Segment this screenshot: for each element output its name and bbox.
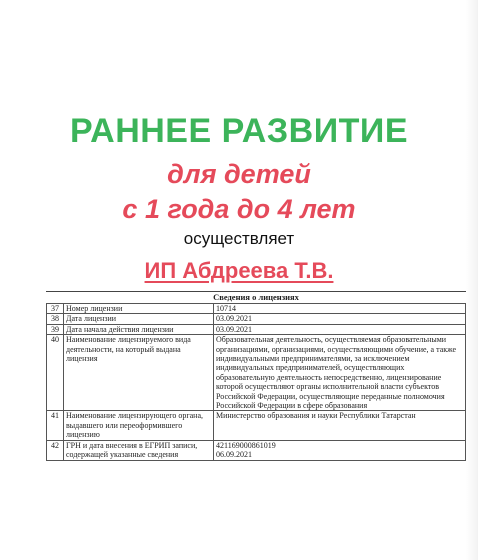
license-document [46, 291, 466, 461]
row-value: Образовательная деятельность, осуществляемая образовательными организациями, организациями, осуществляющими обучение, а также индивидуальными предпринимателями, за исключением индивидуальных предпринимателей, осуществляющих образовательную деятельность непосредственно, лицензирование которой осуществляют органы исполнительной власти субъектов Российской Федерации, осуществляющие переданные полномочия Российской Федерации в сфере образования [214, 335, 466, 411]
row-number: 42 [47, 440, 64, 460]
row-value: 10714 [214, 304, 466, 314]
headline-line-3: с 1 года до 4 лет [122, 194, 356, 224]
row-value: 421169000861019 06.09.2021 [214, 440, 466, 460]
table-row [47, 335, 466, 411]
license-section-title: Сведения о лицензиях [46, 291, 466, 303]
table-row [47, 324, 466, 334]
page-edge-shadow [466, 0, 478, 560]
table-row [47, 314, 466, 324]
row-name: Номер лицензии [64, 304, 214, 314]
row-value: Министерство образования и науки Республики Татарстан [214, 411, 466, 440]
license-table [46, 303, 466, 461]
table-row [47, 411, 466, 440]
row-number: 38 [47, 314, 64, 324]
row-number: 40 [47, 335, 64, 411]
table-row [47, 440, 466, 460]
row-name: ГРН и дата внесения в ЕГРИП записи, содержащей указанные сведения [64, 440, 214, 460]
row-number: 41 [47, 411, 64, 440]
provider-name [0, 258, 478, 284]
row-name: Наименование лицензирующего органа, выдавшего или переоформившего лицензию [64, 411, 214, 440]
row-number: 39 [47, 324, 64, 334]
row-number: 37 [47, 304, 64, 314]
provider-name-text: ИП Абдреева Т.В. [144, 258, 334, 283]
row-value: 03.09.2021 [214, 314, 466, 324]
headline-subtitle: осуществляет [183, 229, 295, 248]
row-value: 03.09.2021 [214, 324, 466, 334]
table-row [47, 304, 466, 314]
headline-title: РАННЕЕ РАЗВИТИЕ [69, 112, 409, 150]
row-name: Дата начала действия лицензии [64, 324, 214, 334]
row-name: Наименование лицензируемого вида деятельности, на который выдана лицензия [64, 335, 214, 411]
headline-line-2: для детей [167, 159, 311, 189]
row-name: Дата лицензии [64, 314, 214, 324]
